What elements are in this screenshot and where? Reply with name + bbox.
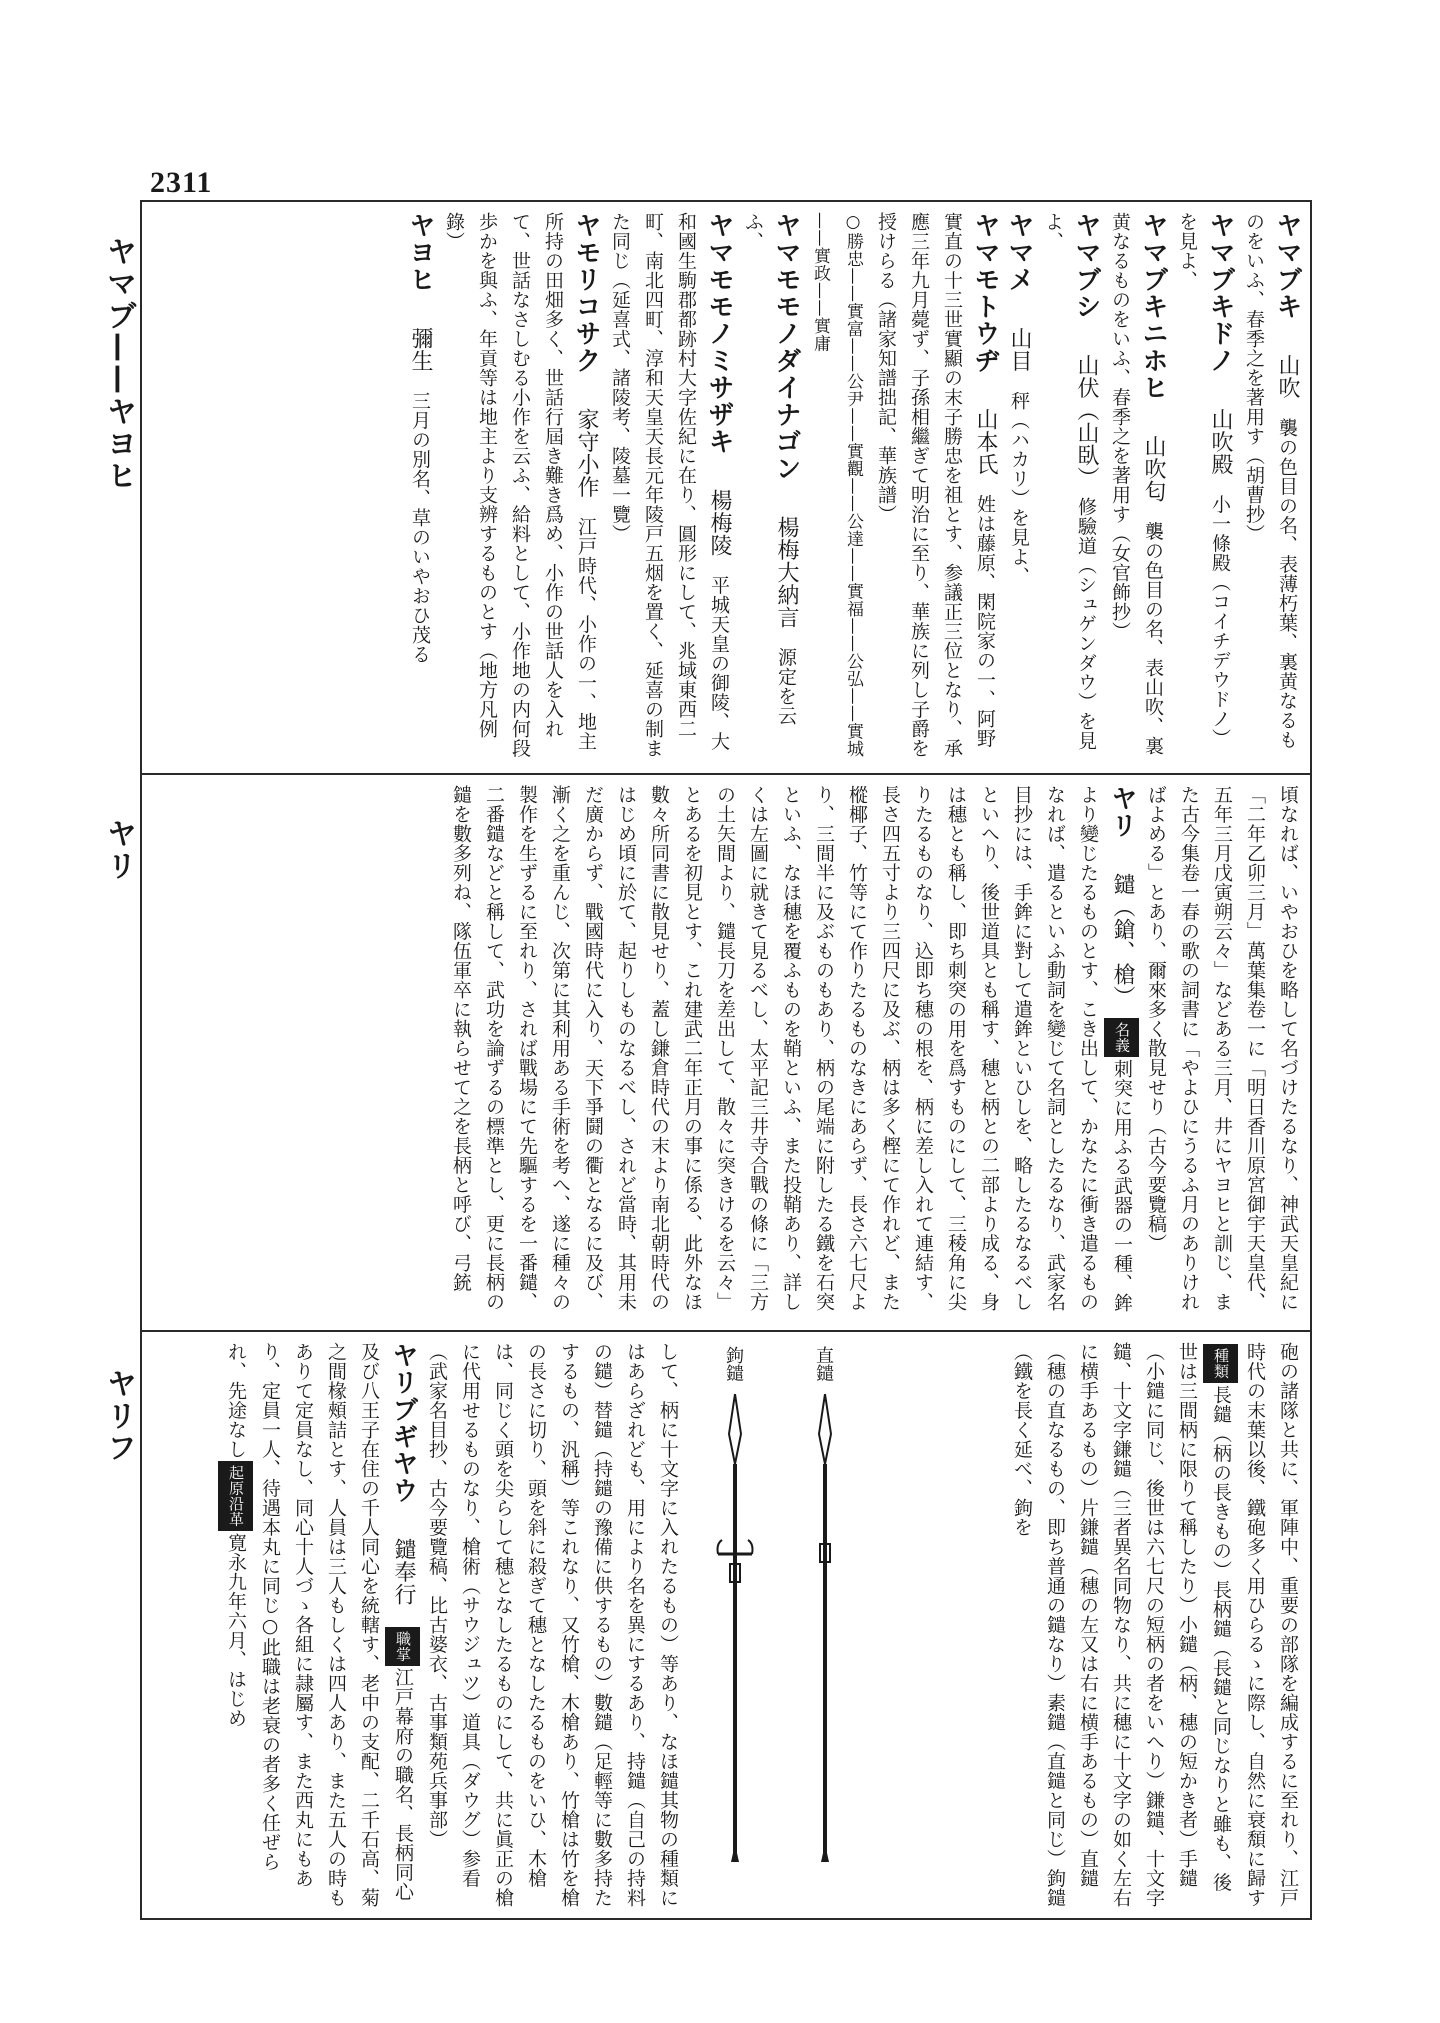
entry-head: ヤモリコサク — [571, 212, 601, 374]
entry-text: 源定を云ふ、 — [742, 212, 797, 726]
straight-spear-drawing — [800, 1394, 850, 1864]
entry-kanji: 山吹殿 — [1208, 407, 1233, 475]
continued-text: 頃なれば、いやおひを略して名づけたるなり、神武天皇紀に「二年乙卯三月」萬葉集卷一に「明日香川原宮御宇天皇代、五年三月戊寅朔云々」などある三月、井にヤヨヒと訓じ、また古今集卷一春の歌の詞書に「やよひにうるふ月のありければよめる」とあり、爾來多く散見せり（古今要覽稿） — [1145, 785, 1299, 1312]
entry-kanji: 山吹 — [1275, 353, 1300, 399]
entry-head: ヤリ — [1107, 785, 1137, 839]
entry-head: ヤマモモノダイナゴン — [771, 212, 801, 482]
entry-kanji: 鑓奉行 — [391, 1537, 416, 1605]
entry-text: 秤（ハカリ）を見よ、 — [1008, 391, 1030, 586]
entry-head: ヤヨヒ — [405, 212, 435, 293]
section-tag: 種類 — [1203, 1344, 1238, 1383]
entry-kanji: 山伏（山臥） — [1074, 353, 1099, 478]
margin-label-bottom: ヤリフ — [101, 1368, 136, 1464]
entry-kanji: 家守小作 — [574, 407, 599, 498]
entry-text: 修驗道（シュゲンダウ）を見よ、 — [1042, 212, 1097, 751]
entry-head: ヤマメ — [1004, 212, 1034, 293]
entry-head: ヤマブキ — [1272, 212, 1302, 320]
margin-label-middle: ヤリ — [101, 818, 136, 882]
continued-text: 砲の諸隊と共に、軍陣中、重要の部隊を編成するに至れり、江戸時代の末葉以後、鐵砲多く用ひらるゝに際し、自然に衰頽に歸す — [1244, 1342, 1299, 1908]
entry-text: 姓は藤原、閑院家の一、阿野實直の十三世實顯の末子勝忠を祖とす、参議正三位となり、承應三年九月薨ず、子孫相繼ぎて明治に至り、華族に列し子爵を授けらる（諸家知譜拙記、華族譜） — [875, 212, 996, 758]
middle-text-column — [142, 777, 1310, 1327]
genealogy-line: ○勝忠——實富——公尹——實觀——公達——實福——公弘——實城——實政——實庸 — [810, 212, 863, 758]
entry-text: して、柄に十文字に入れたるもの）等あり、なほ鑓其物の種類にはあらざれども、用により名を異にするあり、持鑓（自己の持料の鑓）替鑓（持鑓の豫備に供するもの）數鑓（足輕等に數多持たするもの、汎稱）等これなり、又竹槍、木槍あり、竹槍は竹を槍の長さに切り、頭を斜に殺ぎて穗となしたるものをいひ、木槍は、同じく頭を尖らして穗となしたるものにして、共に眞正の槍に代用せるものなり、槍術（サウジュツ）道具（ダウグ）参看（武家名目抄、古今要覽稿、比古婆衣、古事類苑兵事部） — [426, 1342, 679, 1908]
entry-text: 江戸時代、小作の一、地主所持の田畑多く、世話行屆き難き爲め、小作の世話人を入れて、世話なさしむる小作を云ふ、給料として、小作地の内何段歩かを與ふ、年貢等は地主より支辨するものとす（地方凡例錄） — [443, 212, 597, 758]
illustration-straight-spear — [780, 1334, 870, 1916]
entry-text: 長鑓（柄の長きもの）長柄鑓（長鑓と同じなりと雖も、後世は三間柄に限りて稱したり）小鑓（柄、穗の短かき者）手鑓（小鑓に同じ、後世は六七尺の短柄の者をいへり）鎌鑓、十文字鑓、十文字鎌鑓（三者異名同物なり、共に穗に十文字の如く左右に横手あるもの）片鎌鑓（穗の左又は右に横手あるもの）直鑓（穗の直なるもの、即ち普通の鑓なり）素鑓（直鑓と同じ）鉤鑓（鐵を長く延べ、鉤を — [1011, 1342, 1232, 1908]
divider-rule — [140, 1330, 1312, 1332]
entry-kanji: 山目 — [1007, 326, 1032, 372]
entry-text: 襲の色目の名、表薄朽葉、裏黄なるものをいふ、春季之を著用す（胡曹抄） — [1243, 212, 1298, 750]
entry-text: 三月の別名、草のいやおひ茂る — [409, 391, 431, 664]
entry-text: 江戸幕府の職名、長柄同心及び八王子在住の千人同心を統轄す、老中の支配、二千石高、菊之間椽頰詰とす、人員は三人もしくは四人あり、また五人の時もありて定員なし、同心十人づゝ各組に隷屬す、また西丸にもあり、定員一人、待遇本丸に同じ○此職は老衰の者多く任ぜられ、先途なし — [225, 1342, 414, 1908]
entry-text: 寛永九年六月、はじめ — [225, 1533, 247, 1728]
entry-kanji: 楊梅大納言 — [774, 515, 799, 628]
page-number: 2311 — [150, 166, 213, 199]
hook-spear-drawing — [710, 1394, 760, 1864]
entry-kanji: 楊梅陵 — [707, 488, 732, 556]
entry-head: ヤマモモノミサザキ — [704, 212, 734, 455]
top-section — [142, 204, 1310, 770]
divider-rule — [140, 773, 1312, 775]
entry-text: 襲の色目の名、表山吹、裏黄なるものをいふ、春季之を著用す（女官飾抄） — [1109, 212, 1164, 756]
entry-kanji: 彌生 — [408, 326, 433, 372]
entry-head: ヤマブシ — [1071, 212, 1101, 320]
entry-head: ヤマブキニホヒ — [1138, 212, 1168, 401]
illustration-hook-spear — [690, 1334, 780, 1916]
bottom-right-column — [870, 1334, 1310, 1916]
entry-text: 平城天皇の御陵、大和國生駒郡都跡村大字佐紀に在り、圓形にして、兆域東西二町、南北四町、淳和天皇天長元年陵戸五烟を置く、延喜の制また同じ（延喜式、諸陵考、陵墓一覽） — [609, 212, 730, 758]
bottom-section — [142, 1334, 1310, 1916]
entry-head: ヤリブギヤウ — [388, 1342, 418, 1504]
margin-label-top: ヤマブ——ヤヨヒ — [101, 236, 136, 492]
illustration-caption: 鉤鑓 — [723, 1346, 744, 1382]
bottom-left-column — [142, 1334, 690, 1916]
entry-head: ヤマブキドノ — [1205, 212, 1235, 374]
section-tag: 名義 — [1104, 1018, 1139, 1057]
illustration-caption: 直鑓 — [813, 1346, 834, 1382]
middle-section — [142, 777, 1310, 1327]
entry-text: 小一條殿（コイチデウドノ）を見よ、 — [1176, 212, 1231, 748]
entry-text: 刺突に用ふる武器の一種、鉾より變じたるものとす、こき出して、かなたに衝き遣るものなれば、遣るといふ動詞を變じて名詞としたるなり、武家名目抄には、手鉾に對して遣鉾といひしを、略したるなるべしといへり、後世道具とも稱す、穗と柄との二部より成る、身は穗とも稱し、即ち刺突の用を爲すものにして、三稜角に尖りたるものなり、込即ち穗の根を、柄に差し入れて連結す、長さ四五寸より三四尺に及ぶ、柄は多く樫にて作れど、また樅椰子、竹等にて作りたるものなきにあらず、長さ六七尺より、三間半に及ぶものもあり、柄の尾端に附したる鐵を石突といふ、なほ穗を覆ふものを鞘といふ、また投鞘あり、詳しくは左圖に就きて見るべし、太平記三井寺合戰の條に「三方の土矢間より、鑓長刀を差出して、散々に突きけるを云々」とあるを初見とす、これ建武二年正月の事に係る、此外なほ數々所同書に散見せり、蓋し鎌倉時代の末より南北朝時代のはじめ頃に於て、起りしものなるべし、されど當時、其用未だ廣からず、戰國時代に入り、天下爭鬪の衢となるに及び、漸く之を重んじ、次第に其利用ある手術を考へ、遂に種々の製作を生ずるに至れり、されば戰場にて先驅するを一番鑓、二番鑓などと稱して、武功を論ずるの標準とし、更に長柄の鑓を數多列ね、隊伍軍卒に執らせて之を長柄と呼び、弓銃 — [450, 785, 1133, 1313]
entry-kanji: 鑓（鎗、槍） — [1110, 872, 1135, 997]
section-tag: 起原沿革 — [218, 1461, 253, 1531]
entry-kanji: 山本氏 — [973, 407, 998, 475]
top-text-column — [142, 204, 1310, 770]
section-tag: 職掌 — [385, 1627, 420, 1666]
entry-head: ヤマモトウヂ — [970, 212, 1000, 374]
entry-kanji: 山吹匂 — [1141, 434, 1166, 502]
